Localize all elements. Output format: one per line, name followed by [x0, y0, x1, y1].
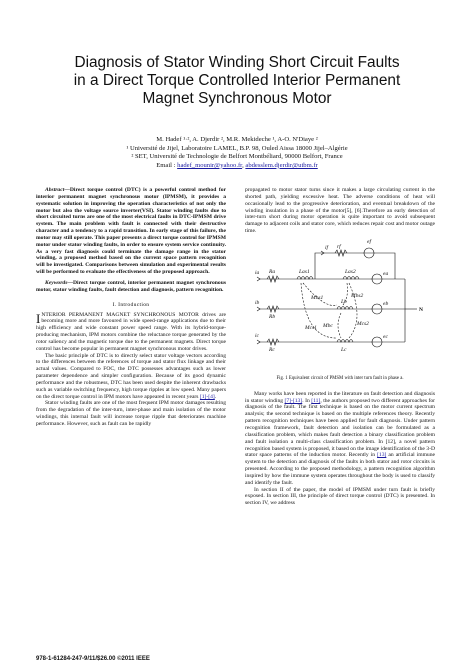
- citation-link[interactable]: [11]: [311, 397, 321, 404]
- citation-link[interactable]: [13]: [377, 452, 387, 459]
- drop-cap: I: [36, 310, 41, 326]
- affiliation-1: ¹ Université de Jijel, Laboratoire LAMEL, B.P. 98, Ouled Aissa 18000 Jijel–Algérie: [126, 144, 348, 152]
- email-label: Email :: [156, 161, 178, 169]
- coupling-mcs2: [349, 283, 357, 338]
- copyright-footer: 978-1-61284-247-9/11/$26.00 ©2011 IEEE: [36, 656, 150, 662]
- label-ra: Ra: [269, 268, 276, 275]
- citation-link[interactable]: [1]-[4]: [199, 393, 215, 400]
- intro-paragraph-2-end: .: [214, 393, 217, 400]
- intro-paragraph-2: [36, 353, 226, 401]
- keywords: [36, 280, 226, 294]
- title-line: Diagnosis of Stator Winding Short Circuit Faults: [74, 54, 400, 71]
- label-las2: Las2: [345, 268, 356, 275]
- author-block: [40, 136, 434, 170]
- label-ic: ic: [255, 332, 259, 339]
- author-names: M. Hadef ¹·², A. Djerdir ², M.R. Mekideche ¹, A-O. N'Diaye ²: [156, 136, 318, 143]
- equivalent-circuit-figure: [245, 239, 435, 374]
- intro-paragraph-1-text: NTERIOR PERMANENT MAGNET SYNCHRONOUS MOTOR drives are becoming more and more favoured in wide speed-range applications due to their high efficiency and wide constant power speed range. With its hybrid-torque-producing mechanism, IPM motors combine the reluctance torque generated by the rotor saliency and the magnetic torque due to the permanent magnets. Direct torque control has become popular in permanent magnet synchronous motor drives.: [36, 311, 226, 352]
- label-ec: ec: [383, 333, 388, 340]
- inductor-las2: [343, 276, 359, 279]
- label-neutral: N: [419, 306, 423, 313]
- label-rf: rf: [337, 243, 341, 250]
- abstract-label: Abstract: [45, 187, 65, 193]
- email-line: [40, 162, 434, 171]
- email-link-1[interactable]: hadef_mounir@yahoo.fr: [177, 161, 243, 169]
- label-mbs2: Mbs2: [351, 292, 364, 299]
- label-eb: eb: [383, 300, 389, 307]
- label-ef: ef: [367, 238, 371, 245]
- intro-paragraph-3: Stator winding faults are one of the most frequent IPM motor damages resulting from the degradation of the inter-turn, inter-phase and main isolation of the motor windings, this internal fault will increase torque ripple that deteriorates machine performance. However, such as fault can be rapidly: [36, 400, 226, 427]
- label-rb: Rb: [269, 313, 276, 320]
- label-ia: ia: [255, 269, 260, 276]
- label-if: if: [325, 244, 329, 251]
- email-separator: ,: [242, 161, 246, 169]
- email-link-2[interactable]: abdesslem.djerdir@utbm.fr: [245, 161, 318, 169]
- left-column: [36, 187, 226, 428]
- affiliation-2: ² SET, Université de Technologie de Belfort Montbéliard, 90000 Belfort, France: [131, 153, 343, 161]
- right-paragraph-1-mid: . In: [302, 397, 312, 404]
- label-lb: Lb: [341, 298, 347, 305]
- circuit-diagram: [245, 239, 435, 374]
- abstract-text: —Direct torque control (DTC) is a powerful control method for interior permanent magnet synchronous motor (IPMSM), it provides a systematic solution in improving the operation characteristics of not only the motor but also the voltage source inverter(VSI). Stator winding faults due to short circuited turns are one of the most electrical faults in DTC-IPMSM drive system. The main problem with fault is connected with their destructive character and a tendency to a rapid transition. In early stage of this failure, the motor may still operate. This paper presents a direct torque control for IPMSM motor under stator winding faults, in order to ensure system service continuity. As a very fast diagnosis could terminate the damage range in the stator winding, a proposed method based on the current space pattern recognition will be investigated. Comparisons between simulation and experimental results will be performed to evaluate the effectiveness of the proposed approach.: [36, 187, 226, 276]
- label-mcs2: Mcs2: [357, 320, 369, 327]
- right-paragraph-2: In section II of the paper, the model of IPMSM under turn fault is briefly exposed. In section III, the principle of direct torque control (DTC) is presented. In section IV, we address: [245, 486, 435, 507]
- label-mcs1: Mcs1: [305, 324, 317, 331]
- figure-caption: Fig. 1 Equivalent circuit of PMSM with inter turn fault in phase a.: [276, 375, 404, 381]
- arrow-ia: [257, 277, 260, 281]
- right-paragraph-1-end: an artificial immune system to the detection and diagnosis of the faults in both stator and rotor circuits is presented. According to the proposed methodology, a pattern recognition algorithm inspired by how the immune system operates throughout the body is used to classify and identify the fault.: [245, 452, 435, 486]
- label-mbs1: Mbs1: [311, 294, 324, 301]
- arrow-ic: [257, 340, 260, 344]
- title-line: Magnet Synchronous Motor: [142, 90, 332, 107]
- intro-paragraph-1: [36, 312, 226, 353]
- label-ea: ea: [383, 270, 389, 277]
- right-paragraph-0: propagated to motor stator turns since it makes a large circulating current in the shorted path, yielding excessive heat. The adverse conditions of heat will occasionally lead to the progressive deterioration, and eventual breakdown of the winding insulation in a phase of the motor[5], [6].Therefore an early detection of inter-turn short during motor operation is quite important to avoid subsequent damage to adjacent coils and stator core, which reduces repair cost and motor outage time.: [245, 187, 435, 235]
- inductor-las1: [297, 276, 313, 279]
- citation-link[interactable]: [7]-[13]: [284, 397, 303, 404]
- label-rc: Rc: [269, 346, 275, 353]
- keywords-text: —Direct torque control, interior permanent magnet synchronous motor, stator winding faults, fault detection and diagnosis, pattern recognition.: [36, 279, 226, 293]
- arrow-ib: [257, 307, 260, 311]
- right-paragraph-1-rest: , the authors proposed two different approaches for diagnosis of the fault. The first technique is based on the motor current spectrum analysis; the second technique is based on the multiple references theory. Recently pattern recognition techniques have been applied for fault diagnosis. Under pattern recognition framework, fault detection and isolation can be formulated as a classification problem, which makes fault detection a binary classification problem and fault isolation a multi-class classification problem. In [12], a novel pattern recognition based system is proposed, it based on the image identification of the 3-D stator space patterns of the induction motor. Recently in: [245, 397, 435, 459]
- inductor-lc: [337, 339, 353, 342]
- coupling-mbc: [338, 313, 341, 338]
- right-column: [245, 187, 435, 507]
- right-paragraph-1: [245, 391, 435, 487]
- inductor-lb: [337, 306, 353, 309]
- intro-paragraph-2-text: The basic principle of DTC is to directly select stator voltage vectors according to the differences between the references of torque and stator flux linkage and their actual values. Compared to FOC, the DTC possesses advantages such as lower parameter dependence and simpler configuration. Because of its good dynamic performance and the robustness, DTC has been used despite the inherent drawbacks such as variable switching frequency, high torque ripples at low speed. Many papers on the direct torque control in IPM motors have appeared in recent years: [36, 352, 226, 400]
- section-heading-introduction: I. Introduction: [112, 301, 150, 308]
- abstract: [36, 187, 226, 276]
- label-ib: ib: [255, 299, 260, 306]
- right-paragraph-1-start: Many works have been reported in the literature on fault detection and diagnosis in stator winding: [245, 390, 435, 404]
- title-line: in a Direct Torque Controlled Interior Permanent: [73, 72, 401, 89]
- paper-title: [30, 54, 444, 108]
- keywords-label: Keywords: [45, 279, 68, 286]
- label-lc: Lc: [341, 346, 347, 353]
- label-mbc: Mbc: [323, 322, 333, 329]
- label-las1: Las1: [299, 268, 310, 275]
